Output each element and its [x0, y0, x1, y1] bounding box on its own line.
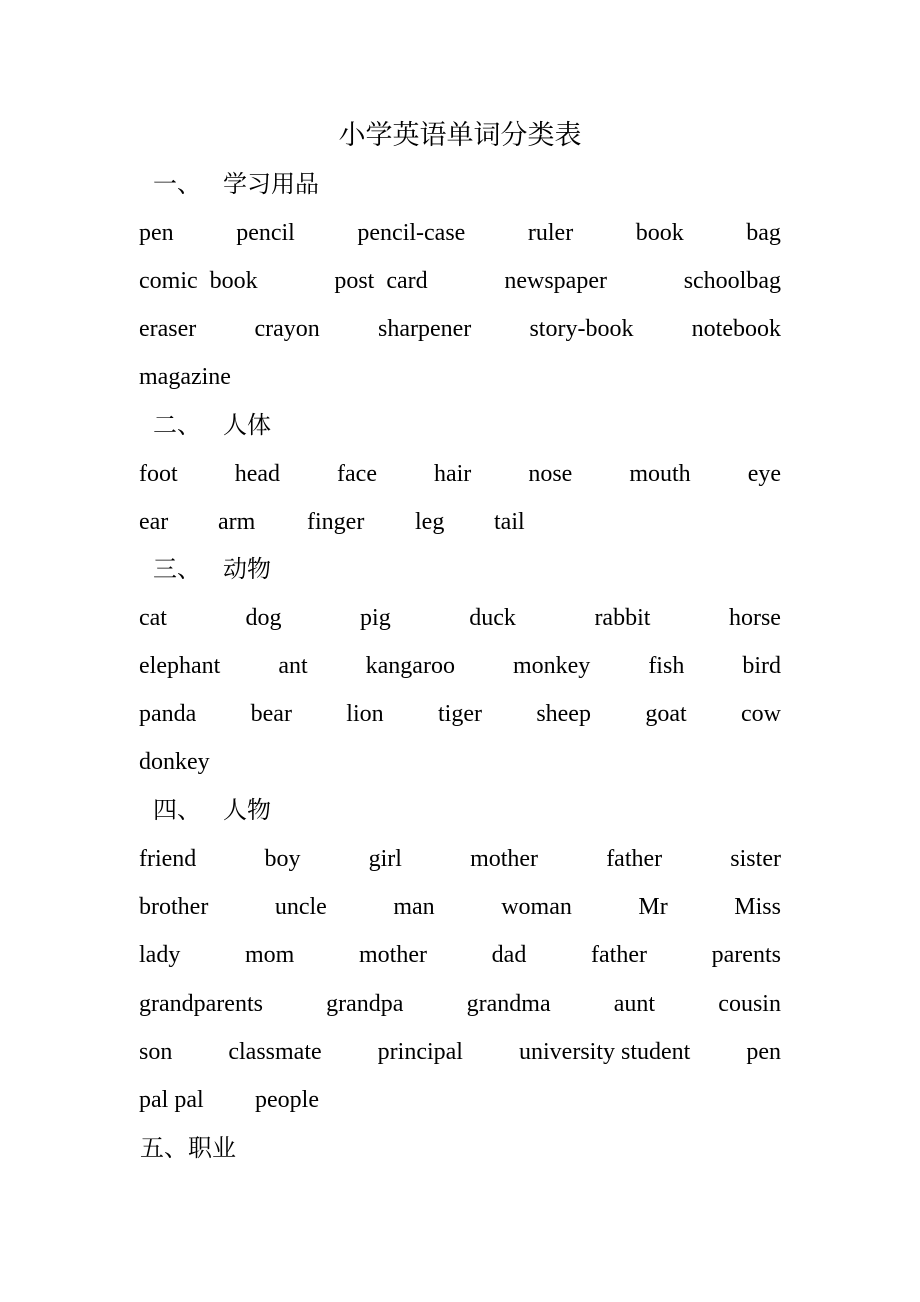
section-number: 四、 — [153, 796, 201, 824]
word-row — [139, 505, 781, 539]
word: Mr — [638, 894, 668, 920]
word: duck — [469, 605, 516, 631]
word-row — [139, 1083, 781, 1117]
word: classmate — [228, 1039, 322, 1065]
section-heading-animals — [153, 552, 271, 586]
word: mother — [470, 846, 539, 872]
word: grandparents — [139, 991, 263, 1017]
word: bag — [746, 220, 781, 246]
word: rabbit — [594, 605, 651, 631]
section-name: 人体 — [223, 411, 271, 439]
word: mouth — [629, 461, 691, 487]
word: magazine — [139, 364, 231, 390]
word: panda — [139, 701, 197, 727]
word-row — [139, 312, 781, 346]
word: brother — [139, 894, 209, 920]
section-number: 二、 — [153, 411, 201, 439]
word: principal — [377, 1039, 463, 1065]
word: nose — [528, 461, 573, 487]
word: lion — [346, 701, 384, 727]
word: sheep — [536, 701, 591, 727]
word: goat — [645, 701, 687, 727]
word-row — [139, 697, 781, 731]
word: woman — [501, 894, 572, 920]
word: bear — [250, 701, 292, 727]
section-heading-school-supplies — [153, 167, 319, 201]
word: schoolbag — [683, 268, 781, 294]
section-number: 三、 — [153, 555, 201, 583]
word: pen — [139, 220, 174, 246]
section-number: 一、 — [153, 170, 201, 198]
section-name: 人物 — [223, 796, 271, 824]
section-heading-body — [153, 408, 271, 442]
word: hair — [433, 461, 472, 487]
word-row — [139, 601, 781, 635]
word: father — [591, 942, 647, 968]
word: grandpa — [326, 991, 404, 1017]
word: Miss — [734, 894, 781, 920]
word: kangaroo — [365, 653, 455, 679]
word: post card — [334, 268, 428, 294]
word: monkey — [512, 653, 591, 679]
word-row — [139, 457, 781, 491]
word: arm — [218, 509, 256, 535]
section-name: 职业 — [188, 1134, 236, 1162]
word: lady — [139, 942, 181, 968]
word: foot — [139, 461, 178, 487]
word: bird — [742, 653, 781, 679]
word: cousin — [718, 991, 781, 1017]
word: ear — [139, 509, 169, 535]
word: pencil-case — [357, 220, 466, 246]
section-number: 五、 — [140, 1134, 188, 1162]
word: man — [393, 894, 435, 920]
word-row — [139, 264, 781, 298]
word: eraser — [139, 316, 197, 342]
word: dad — [491, 942, 527, 968]
word: book — [635, 220, 684, 246]
word: university student — [519, 1039, 691, 1065]
word-row — [139, 216, 781, 250]
word: pen — [746, 1039, 781, 1065]
word: tail — [494, 509, 525, 535]
word-row — [139, 890, 781, 924]
word: comic book — [139, 268, 258, 294]
word-row — [139, 1035, 781, 1069]
word: son — [139, 1039, 173, 1065]
section-heading-occupations — [140, 1131, 236, 1165]
section-name: 动物 — [223, 555, 271, 583]
word: aunt — [613, 991, 656, 1017]
word-row — [139, 842, 781, 876]
word-row — [139, 649, 781, 683]
word: head — [234, 461, 280, 487]
word: tiger — [437, 701, 482, 727]
word: sister — [730, 846, 781, 872]
word-row — [139, 938, 781, 972]
word: leg — [415, 509, 445, 535]
word: horse — [728, 605, 781, 631]
word-row — [139, 987, 781, 1021]
word: grandma — [466, 991, 551, 1017]
word: ant — [278, 653, 308, 679]
section-name: 学习用品 — [223, 170, 319, 198]
word: eye — [747, 461, 781, 487]
word: newspaper — [504, 268, 607, 294]
word: friend — [139, 846, 197, 872]
word: pig — [360, 605, 391, 631]
word: dog — [245, 605, 282, 631]
word: crayon — [254, 316, 320, 342]
word: girl — [368, 846, 402, 872]
word: uncle — [274, 894, 327, 920]
word: boy — [264, 846, 301, 872]
word: donkey — [139, 749, 210, 775]
word: parents — [711, 942, 781, 968]
word-row — [139, 360, 781, 394]
word: face — [337, 461, 377, 487]
word: finger — [307, 509, 365, 535]
word: story-book — [529, 316, 634, 342]
word: notebook — [691, 316, 781, 342]
word: pal pal — [139, 1087, 204, 1113]
word: sharpener — [377, 316, 472, 342]
word: father — [606, 846, 663, 872]
word: mom — [245, 942, 295, 968]
word: pencil — [236, 220, 295, 246]
section-heading-people — [153, 793, 271, 827]
word: mother — [359, 942, 427, 968]
word: people — [255, 1087, 319, 1113]
word-row — [139, 745, 781, 779]
page-title: 小学英语单词分类表 — [338, 120, 582, 151]
word: elephant — [139, 653, 221, 679]
word: fish — [648, 653, 685, 679]
word: ruler — [527, 220, 574, 246]
word: cow — [740, 701, 781, 727]
word: cat — [139, 605, 167, 631]
